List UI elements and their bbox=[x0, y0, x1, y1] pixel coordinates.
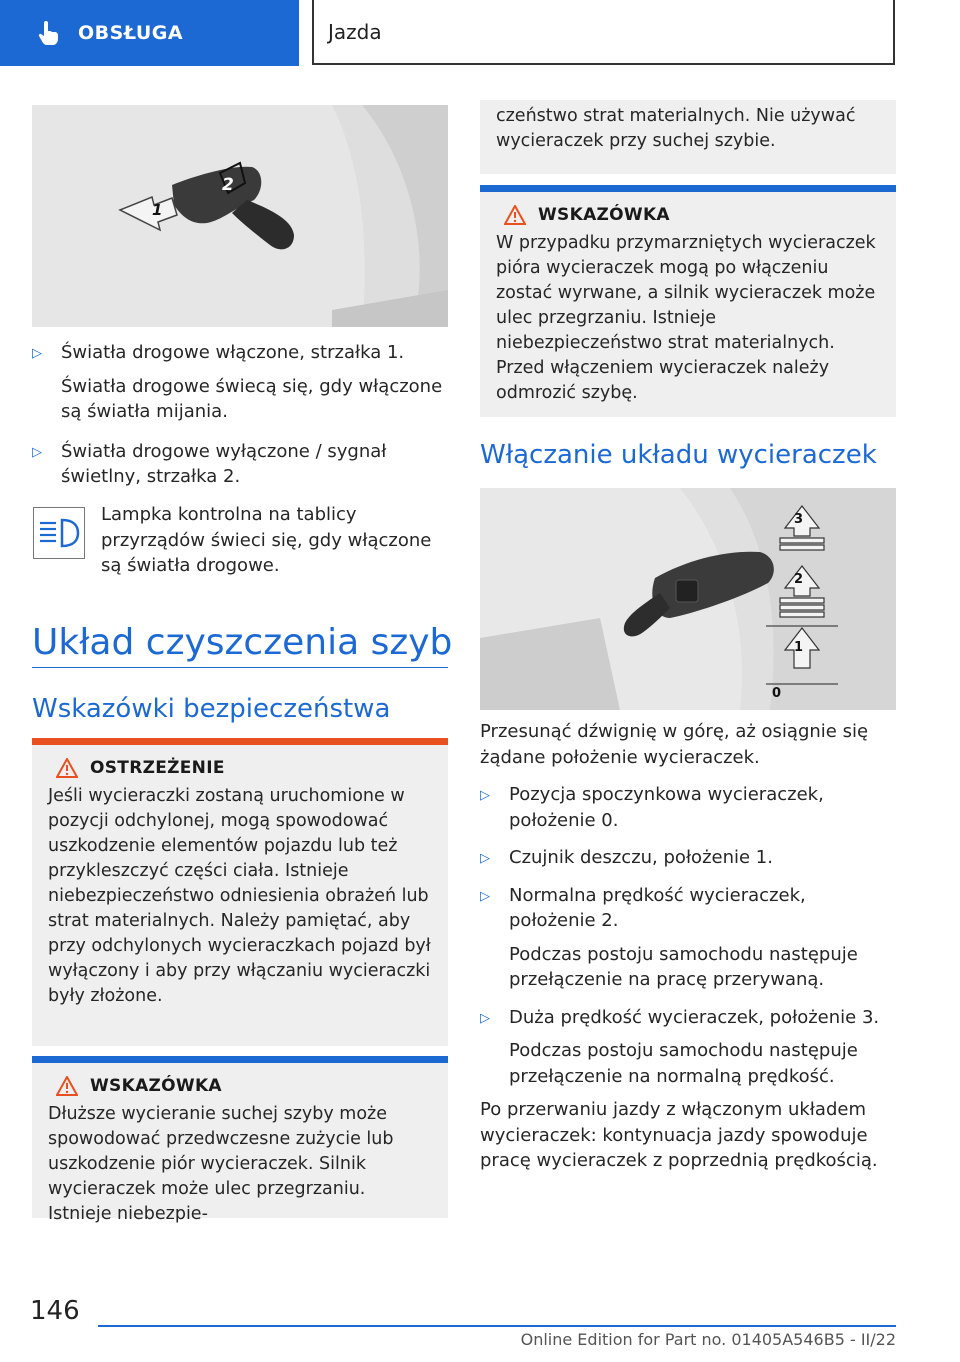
high-beam-list bbox=[32, 340, 448, 490]
list-item: ▷ Duża prędkość wycieraczek, położenie 3. bbox=[480, 1005, 896, 1031]
note-bar bbox=[32, 1056, 448, 1063]
note-text: W przypadku przymarzniętych wycieraczek pióra wycieraczek mogą po włączeniu zostać wyrwane, a silnik wycieraczek może ulec przegrzaniu. Istnieje niebezpieczeństwo strat materialnych. Przed włączeniem wycieraczek należy odmrozić szybę. bbox=[496, 233, 876, 403]
subsection-heading: Wskazówki bezpieczeństwa bbox=[32, 694, 391, 724]
warning-triangle-icon bbox=[56, 758, 78, 778]
note-box-continued bbox=[480, 100, 896, 174]
arrow-label-1: 1 bbox=[152, 201, 163, 219]
warning-triangle-icon bbox=[504, 205, 526, 225]
warning-header: OSTRZEŻENIE bbox=[48, 758, 432, 778]
position-label-0: 0 bbox=[772, 686, 782, 701]
note-box-2 bbox=[480, 185, 896, 417]
section-label: OBSŁUGA bbox=[78, 22, 184, 44]
arrow-label-2: 2 bbox=[222, 175, 234, 195]
note-header: WSKAZÓWKA bbox=[48, 1076, 432, 1096]
note-header: WSKAZÓWKA bbox=[496, 205, 880, 225]
high-beam-indicator-icon bbox=[33, 507, 85, 559]
list-item-detail: Podczas postoju samochodu następuje przełączenie na pracę przerywaną. bbox=[509, 943, 858, 990]
note-box bbox=[32, 1056, 448, 1224]
list-item: ▷ Normalna prędkość wycieraczek, położenie 2. bbox=[480, 884, 806, 931]
position-label-1: 1 bbox=[794, 640, 804, 655]
note-continued-text: czeństwo strat materialnych. Nie używać wycieraczek przy suchej szybie. bbox=[496, 106, 856, 151]
triangle-bullet-icon: ▷ bbox=[480, 1010, 490, 1026]
note-bar bbox=[480, 185, 896, 192]
list-item: ▷ Czujnik deszczu, położenie 1. bbox=[480, 845, 896, 871]
intro-text: Przesunąć dźwignię w górę, aż osiągnie się żądane położenie wycieraczek. bbox=[480, 721, 869, 768]
warning-text: Jeśli wycieraczki zostaną uruchomione w pozycji odchylonej, mogą spowodować uszkodzenie elementów pojazdu lub też przykleszczyć części ciała. Istnieje niebezpieczeństwo odniesienia obrażeń lub strat materialnych. Należy pamiętać, aby przy odchylonych wycieraczkach pojazd był wyłączony i aby przy włączaniu wycieraczki były złożone. bbox=[48, 786, 431, 1006]
heading-rule bbox=[32, 667, 448, 668]
triangle-bullet-icon: ▷ bbox=[32, 346, 42, 361]
list-item: ▷ Światła drogowe włączone, strzałka 1. bbox=[32, 340, 448, 366]
edition-link[interactable]: Online Edition for Part no. 01405A546B5 - II/22 bbox=[520, 1330, 896, 1349]
position-label-2: 2 bbox=[794, 572, 804, 587]
hand-pointer-icon bbox=[38, 20, 60, 46]
page-number: 146 bbox=[30, 1296, 80, 1326]
indicator-description: Lampka kontrolna na tablicy przyrządów świeci się, gdy włączone są światła drogowe. bbox=[101, 504, 432, 576]
section-tab[interactable] bbox=[0, 0, 299, 66]
list-item-detail: Podczas postoju samochodu następuje przełączenie na normalną prędkość. bbox=[509, 1040, 858, 1087]
triangle-bullet-icon: ▷ bbox=[480, 888, 490, 904]
position-label-3: 3 bbox=[794, 512, 804, 527]
list-item-detail: Światła drogowe świecą się, gdy włączone są światła mijania. bbox=[61, 375, 443, 422]
footer-rule bbox=[98, 1325, 896, 1327]
chapter-title-box bbox=[312, 0, 895, 65]
triangle-bullet-icon: ▷ bbox=[480, 851, 490, 866]
wiper-lever-image bbox=[480, 488, 896, 710]
warning-box bbox=[32, 738, 448, 1046]
outro-text: Po przerwaniu jazdy z włączonym układem wycieraczek: kontynuacja jazdy spowoduje pracę wycieraczek z poprzednią prędkością. bbox=[480, 1099, 878, 1171]
section-heading: Włączanie układu wycieraczek bbox=[480, 440, 877, 470]
high-beam-lever-image bbox=[32, 105, 448, 327]
triangle-bullet-icon: ▷ bbox=[480, 788, 490, 803]
chapter-title: Jazda bbox=[328, 19, 382, 44]
warning-triangle-icon bbox=[56, 1076, 78, 1096]
list-item: ▷ Pozycja spoczynkowa wycieraczek, położenie 0. bbox=[480, 784, 824, 831]
wiper-section-body bbox=[480, 719, 896, 1174]
warning-bar bbox=[32, 738, 448, 745]
triangle-bullet-icon: ▷ bbox=[32, 444, 42, 460]
list-item: ▷ Światła drogowe wyłączone / sygnał świetlny, strzałka 2. bbox=[32, 440, 387, 487]
note-text: Dłuższe wycieranie suchej szyby może spowodować przedwczesne zużycie lub uszkodzenie piór wycieraczek. Silnik wycieraczek może ulec przegrzaniu. Istnieje niebezpie- bbox=[48, 1104, 394, 1224]
section-heading: Układ czyszczenia szyb bbox=[32, 622, 453, 663]
